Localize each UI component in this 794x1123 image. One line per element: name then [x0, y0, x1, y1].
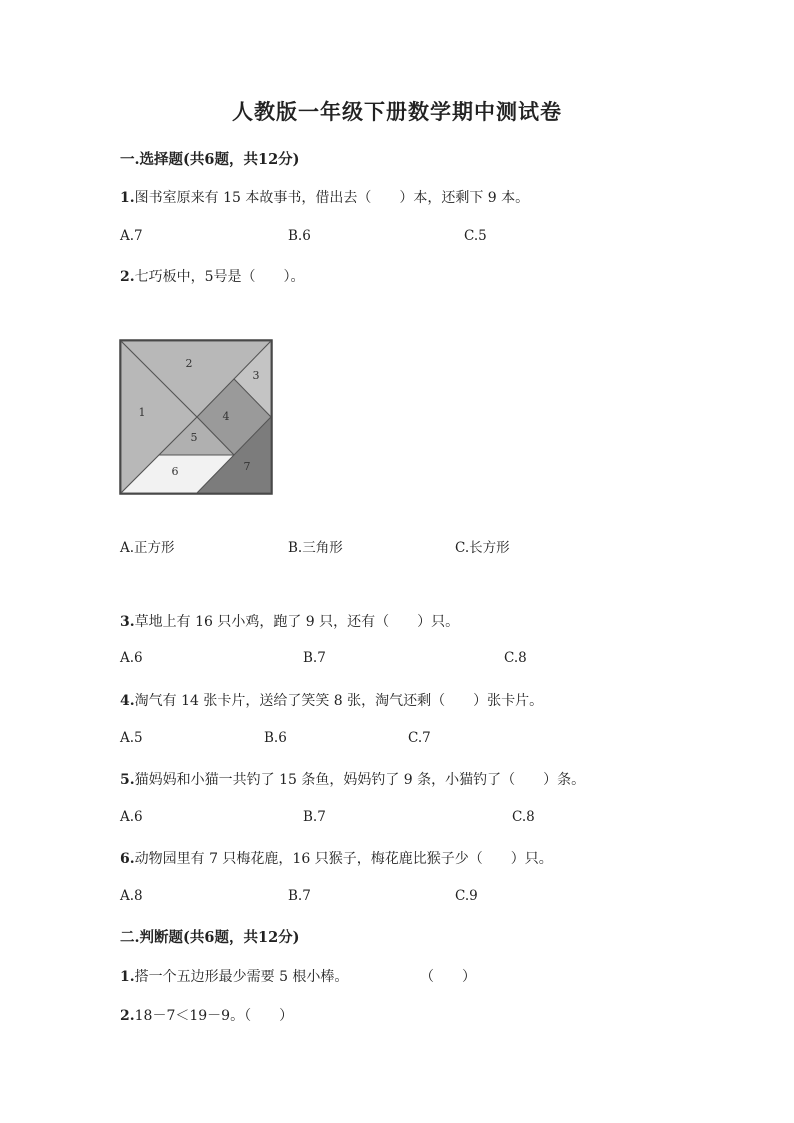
- question-number: 5.: [120, 772, 135, 788]
- option-a: A.7: [120, 228, 143, 244]
- tangram-figure: [119, 339, 273, 495]
- tangram-label-3: 3: [252, 369, 260, 382]
- option-b: B.7: [288, 888, 311, 904]
- question-text: 草地上有 16 只小鸡，跑了 9 只，还有（ ）只。: [134, 614, 460, 630]
- option-a: A.正方形: [120, 540, 175, 556]
- question-number: 1.: [120, 190, 135, 206]
- judge-question-1: [120, 966, 348, 986]
- tangram-label-5: 5: [190, 431, 198, 444]
- question-2: [120, 266, 305, 286]
- section-heading-judge: 二.判断题(共6题，共12分): [120, 929, 300, 946]
- question-text: 搭一个五边形最少需要 5 根小棒。: [134, 969, 349, 985]
- option-c: C.8: [512, 809, 535, 825]
- question-text: 七巧板中，5号是（ ）。: [134, 269, 305, 285]
- section-heading-choice: 一.选择题(共6题，共12分): [120, 151, 300, 168]
- option-b: B.7: [303, 809, 326, 825]
- tangram-label-4: 4: [222, 410, 230, 423]
- tangram-label-2: 2: [185, 357, 193, 370]
- option-a: A.8: [120, 888, 143, 904]
- option-a: A.6: [120, 650, 143, 666]
- question-number: 2.: [120, 1008, 135, 1024]
- question-text: 图书室原来有 15 本故事书，借出去（ ）本，还剩下 9 本。: [134, 190, 530, 206]
- option-c: C.长方形: [455, 540, 510, 556]
- tangram-label-7: 7: [243, 460, 251, 473]
- question-4: [120, 690, 543, 710]
- option-a: A.5: [120, 730, 143, 746]
- option-b: B.6: [288, 228, 311, 244]
- question-text: 猫妈妈和小猫一共钓了 15 条鱼，妈妈钓了 9 条，小猫钓了（ ）条。: [134, 772, 586, 788]
- option-b: B.7: [303, 650, 326, 666]
- tangram-label-1: 1: [138, 406, 146, 419]
- option-a: A.6: [120, 809, 143, 825]
- question-number: 6.: [120, 851, 135, 867]
- question-number: 4.: [120, 693, 135, 709]
- option-b: B.三角形: [288, 540, 343, 556]
- option-c: C.8: [504, 650, 527, 666]
- question-1: [120, 187, 529, 207]
- question-text: 动物园里有 7 只梅花鹿，16 只猴子，梅花鹿比猴子少（ ）只。: [134, 851, 553, 867]
- question-text: 18－7＜19－9。（ ）: [134, 1008, 294, 1024]
- judge-question-2: [120, 1005, 293, 1025]
- question-3: [120, 611, 459, 631]
- option-c: C.9: [455, 888, 478, 904]
- option-c: C.7: [408, 730, 431, 746]
- question-text: 淘气有 14 张卡片，送给了笑笑 8 张，淘气还剩（ ）张卡片。: [134, 693, 544, 709]
- tangram-label-6: 6: [171, 465, 179, 478]
- question-5: [120, 769, 585, 789]
- option-c: C.5: [464, 228, 487, 244]
- answer-bracket: （ ）: [420, 969, 476, 985]
- question-6: [120, 848, 553, 868]
- question-number: 1.: [120, 969, 135, 985]
- question-number: 3.: [120, 614, 135, 630]
- page-title: 人教版一年级下册数学期中测试卷: [232, 99, 562, 124]
- option-b: B.6: [264, 730, 287, 746]
- question-number: 2.: [120, 269, 135, 285]
